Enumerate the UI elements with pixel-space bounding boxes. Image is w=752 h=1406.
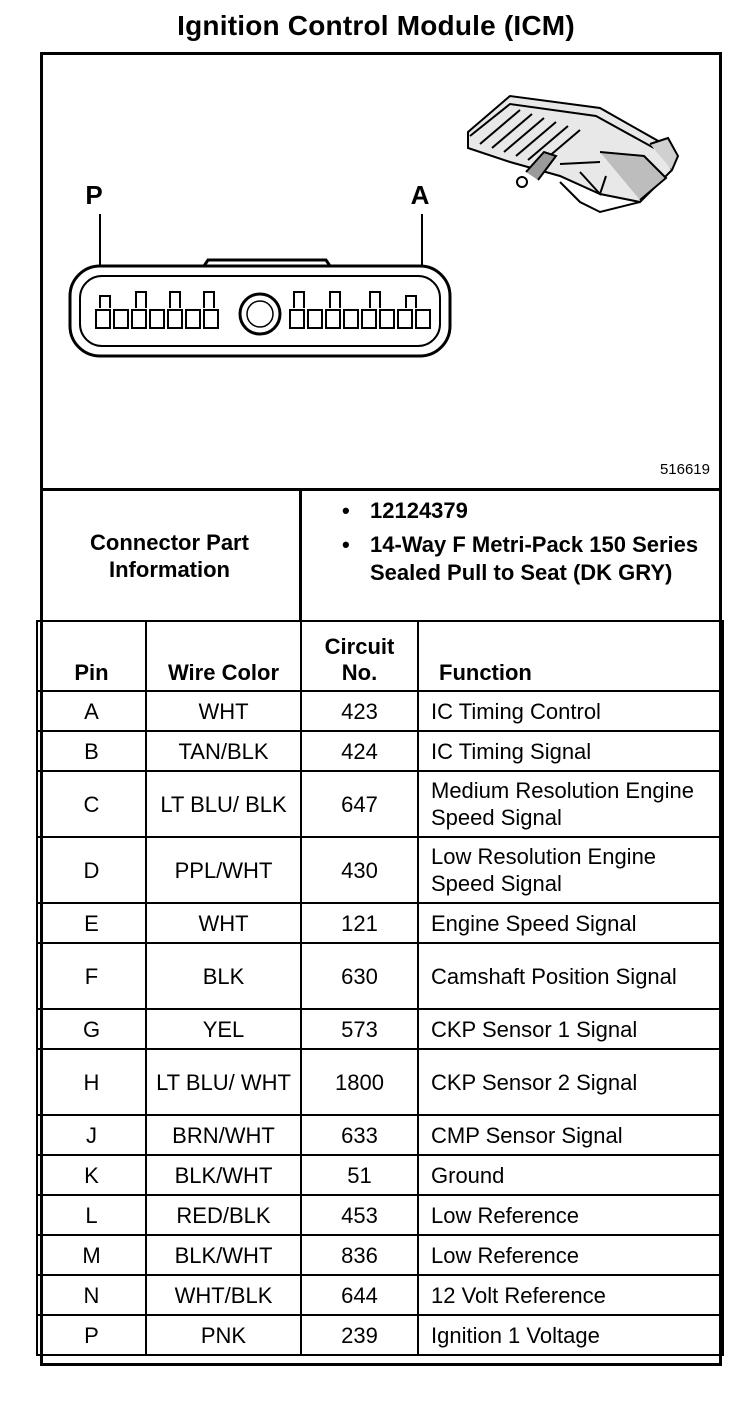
pin-cell: B <box>37 731 146 771</box>
connector-diagram <box>40 52 722 488</box>
table-row <box>37 691 723 731</box>
circuit-cell: 630 <box>301 943 418 1009</box>
circuit-cell: 1800 <box>301 1049 418 1115</box>
part-number: 12124379 <box>370 498 468 523</box>
circuit-cell: 423 <box>301 691 418 731</box>
function-cell: IC Timing Control <box>418 691 723 731</box>
header-wire-color: Wire Color <box>146 621 301 691</box>
circuit-cell: 647 <box>301 771 418 837</box>
function-cell: Ground <box>418 1155 723 1195</box>
circuit-cell: 644 <box>301 1275 418 1315</box>
table-row <box>37 1115 723 1155</box>
table-row <box>37 943 723 1009</box>
pin-cell: K <box>37 1155 146 1195</box>
circuit-cell: 424 <box>301 731 418 771</box>
function-cell: Medium Resolution Engine Speed Signal <box>418 771 723 837</box>
connector-description-item <box>302 531 722 587</box>
function-cell: Low Resolution Engine Speed Signal <box>418 837 723 903</box>
function-cell: Low Reference <box>418 1235 723 1275</box>
page-title: Ignition Control Module (ICM) <box>177 10 575 41</box>
table-header-row <box>37 621 723 691</box>
figure-number: 516619 <box>659 461 710 478</box>
wire-color-cell: LT BLU/ BLK <box>146 771 301 837</box>
bullet: • <box>342 532 350 557</box>
wire-color-cell: BRN/WHT <box>146 1115 301 1155</box>
table-row <box>37 731 723 771</box>
function-cell: CKP Sensor 1 Signal <box>418 1009 723 1049</box>
wire-color-cell: WHT <box>146 691 301 731</box>
header-circuit: Circuit No. <box>301 621 418 691</box>
pin-p-label: P <box>85 180 103 210</box>
circuit-cell: 633 <box>301 1115 418 1155</box>
wire-color-cell: BLK/WHT <box>146 1155 301 1195</box>
pin-a-label: A <box>410 180 430 210</box>
header-function: Function <box>418 621 723 691</box>
function-cell: Low Reference <box>418 1195 723 1235</box>
circuit-cell: 453 <box>301 1195 418 1235</box>
table-row <box>37 1275 723 1315</box>
bullet: • <box>342 498 350 523</box>
wire-color-cell: RED/BLK <box>146 1195 301 1235</box>
wire-color-cell: TAN/BLK <box>146 731 301 771</box>
function-cell: CKP Sensor 2 Signal <box>418 1049 723 1115</box>
wire-color-cell: WHT <box>146 903 301 943</box>
circuit-cell: 430 <box>301 837 418 903</box>
wire-color-cell: WHT/BLK <box>146 1275 301 1315</box>
wire-color-cell: PNK <box>146 1315 301 1355</box>
table-row <box>37 1315 723 1355</box>
pin-cell: G <box>37 1009 146 1049</box>
pinout-table <box>36 620 724 1356</box>
wire-color-cell: BLK/WHT <box>146 1235 301 1275</box>
function-cell: IC Timing Signal <box>418 731 723 771</box>
table-row <box>37 1009 723 1049</box>
wire-color-cell: LT BLU/ WHT <box>146 1049 301 1115</box>
connector-3d-sketch <box>468 96 678 212</box>
function-cell: Engine Speed Signal <box>418 903 723 943</box>
pin-cell: F <box>37 943 146 1009</box>
connector-face-drawing <box>40 52 722 488</box>
connector-part-details <box>302 497 722 593</box>
pin-cell: D <box>37 837 146 903</box>
table-row <box>37 1155 723 1195</box>
table-row <box>37 1049 723 1115</box>
connector-center-post <box>240 294 280 334</box>
connector-part-info <box>40 488 722 620</box>
circuit-cell: 121 <box>301 903 418 943</box>
function-cell: 12 Volt Reference <box>418 1275 723 1315</box>
pin-cell: C <box>37 771 146 837</box>
table-row <box>37 771 723 837</box>
header-pin: Pin <box>37 621 146 691</box>
pin-cell: J <box>37 1115 146 1155</box>
function-cell: Ignition 1 Voltage <box>418 1315 723 1355</box>
table-row <box>37 903 723 943</box>
connector-description: 14-Way F Metri-Pack 150 Series Sealed Pull to Seat (DK GRY) <box>370 532 699 585</box>
pin-cell: A <box>37 691 146 731</box>
wire-color-cell: PPL/WHT <box>146 837 301 903</box>
connector-part-label: Connector Part Information <box>40 491 302 620</box>
wire-color-cell: BLK <box>146 943 301 1009</box>
function-cell: Camshaft Position Signal <box>418 943 723 1009</box>
table-row <box>37 1195 723 1235</box>
pin-cell: N <box>37 1275 146 1315</box>
wire-color-cell: YEL <box>146 1009 301 1049</box>
pin-cell: E <box>37 903 146 943</box>
pin-cell: M <box>37 1235 146 1275</box>
pin-cell: L <box>37 1195 146 1235</box>
circuit-cell: 239 <box>301 1315 418 1355</box>
pin-cell: P <box>37 1315 146 1355</box>
function-cell: CMP Sensor Signal <box>418 1115 723 1155</box>
circuit-cell: 836 <box>301 1235 418 1275</box>
table-row <box>37 837 723 903</box>
pin-cell: H <box>37 1049 146 1115</box>
circuit-cell: 51 <box>301 1155 418 1195</box>
part-number-item <box>302 497 722 525</box>
table-row <box>37 1235 723 1275</box>
circuit-cell: 573 <box>301 1009 418 1049</box>
